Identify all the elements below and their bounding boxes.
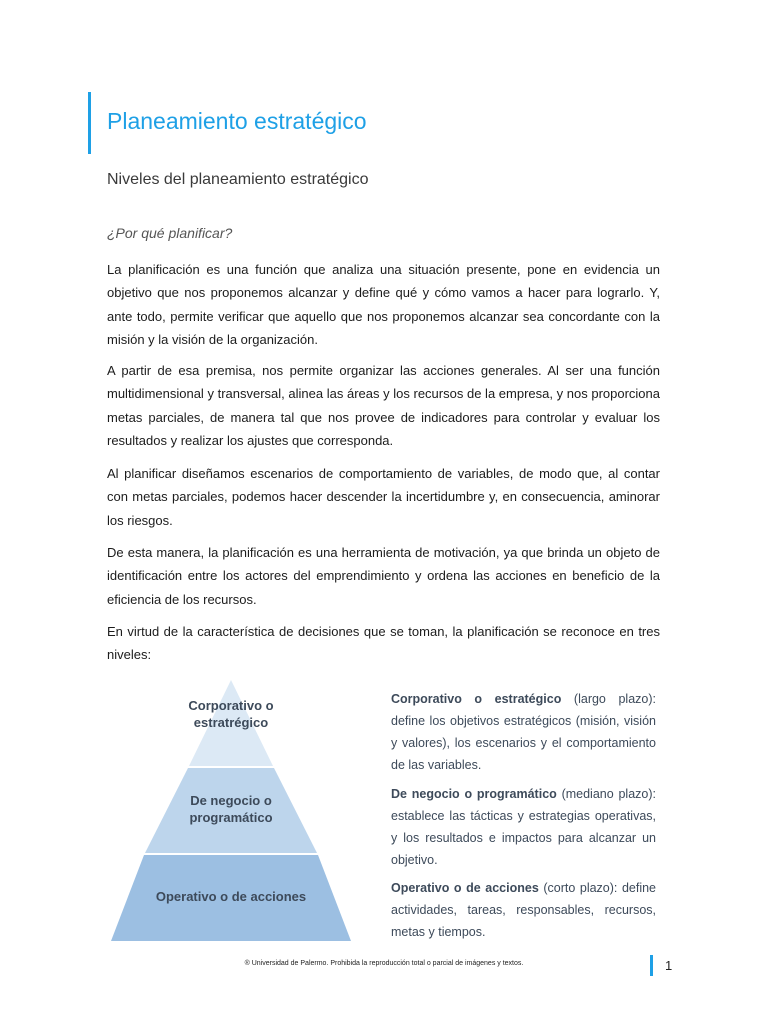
copyright-footer: ® Universidad de Palermo. Prohibida la reproducción total o parcial de imágenes y textos. — [244, 960, 524, 967]
pyramid-label-bottom: Operativo o de acciones — [155, 889, 307, 904]
paragraph-4: De esta manera, la planificación es una herramienta de motivación, ya que brinda un objeto de identificación entre los actores del emprendimiento y ordena las acciones en beneficio de la eficiencia de los recursos. — [107, 545, 660, 607]
page-title: Planeamiento estratégico — [107, 108, 367, 134]
level-term: (corto plazo): — [538, 881, 622, 895]
title-accent-bar — [88, 92, 91, 154]
page-number-accent-bar — [650, 955, 653, 976]
section-question: ¿Por qué planificar? — [107, 225, 233, 241]
pyramid-label-middle: De negocio o programático — [189, 793, 273, 825]
level-description-operative — [391, 877, 656, 943]
page-number: 1 — [665, 958, 673, 973]
pyramid-label-top: Corporativo o estratrégico — [188, 698, 274, 730]
planning-levels-pyramid — [110, 678, 352, 942]
level-name: De negocio o programático — [391, 787, 557, 801]
level-term: (mediano plazo): — [556, 787, 656, 801]
level-name: Corporativo o estratégico — [391, 692, 562, 706]
paragraph-3: Al planificar diseñamos escenarios de comportamiento de variables, de modo que, al contar con metas parciales, podemos hacer descender la incertidumbre y, en consecuencia, aminorar los riesgos. — [107, 466, 660, 528]
section-subtitle: Niveles del planeamiento estratégico — [107, 171, 369, 188]
level-name: Operativo o de acciones — [391, 881, 539, 895]
paragraph-2: A partir de esa premisa, nos permite organizar las acciones generales. Al ser una función multidimensional y transversal, alinea las áreas y los recursos de la empresa, y nos proporciona metas parciales, de manera tal que nos provee de indicadores para controlar y evaluar los resultados y realizar los ajustes que corresponda. — [107, 363, 660, 449]
paragraph-5: En virtud de la característica de decisiones que se toman, la planificación se reconoce en tres niveles: — [107, 624, 660, 663]
level-description-corporate — [391, 688, 656, 776]
level-term: (largo plazo): — [561, 692, 656, 706]
level-text: define los objetivos estratégicos (misión, visión y valores), los escenarios y el comportamiento de las variables. — [391, 714, 656, 772]
paragraph-1: La planificación es una función que analiza una situación presente, pone en evidencia un objetivo que nos proponemos alcanzar y define qué y cómo vamos a hacer para lograrlo. Y, ante todo, permite verificar que aquello que nos proponemos alcanzar sea concordante con la misión y la visión de la organización. — [107, 262, 660, 348]
level-text: define actividades, tareas, responsables, recursos, metas y tiempos. — [391, 881, 657, 939]
level-description-business — [391, 783, 656, 871]
level-text: establece las tácticas y estrategias operativas, y los resultados e impactos para alcanzar un objetivo. — [391, 809, 656, 867]
